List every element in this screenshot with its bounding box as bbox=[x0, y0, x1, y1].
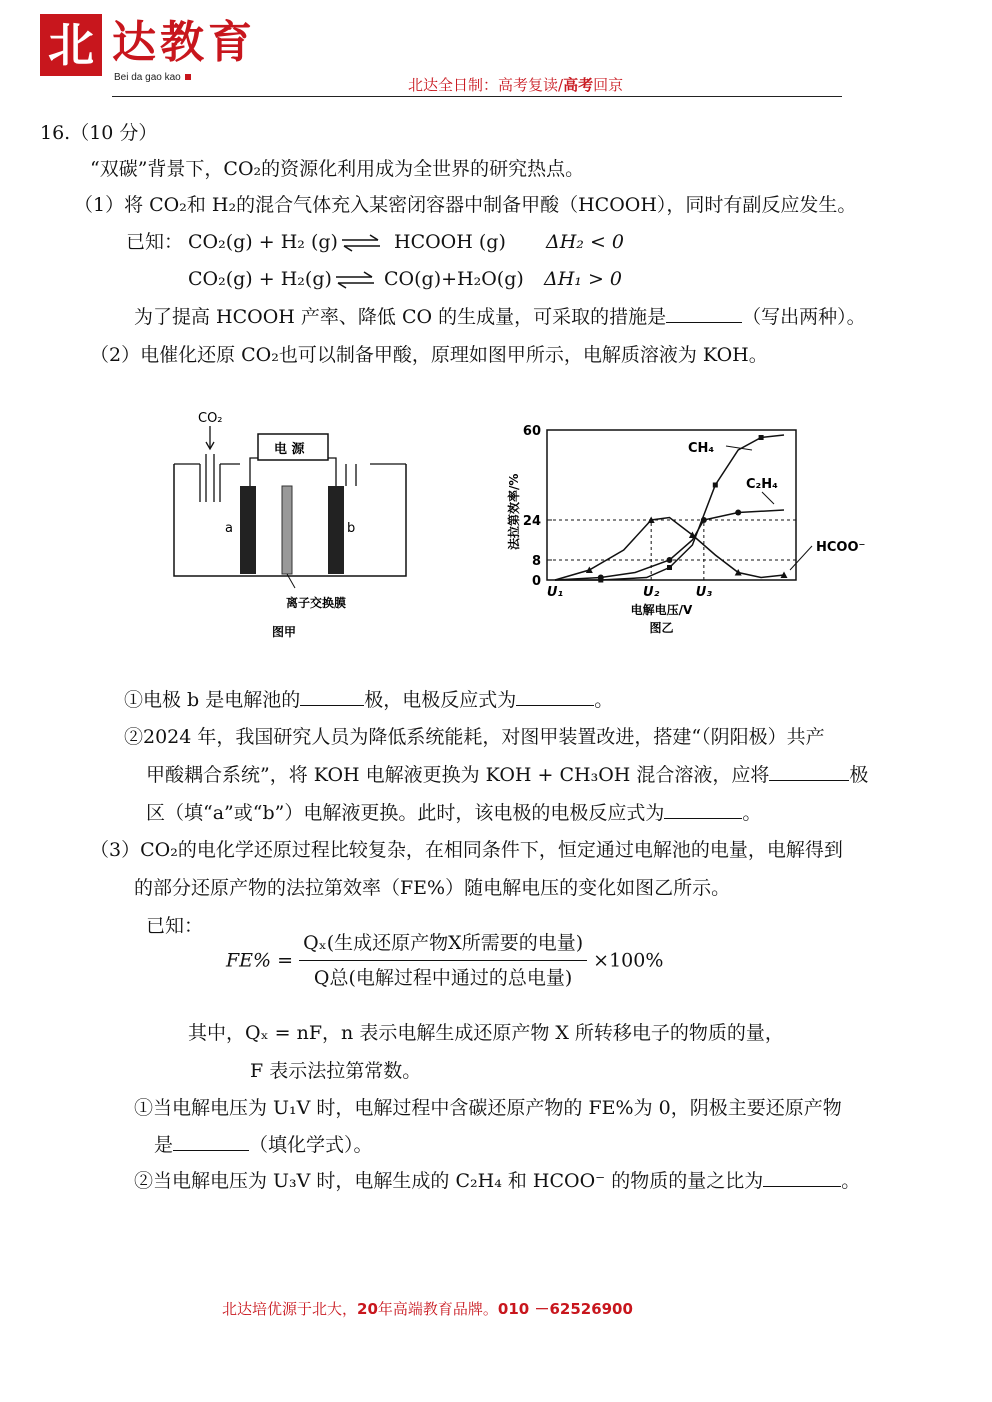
data-point bbox=[759, 435, 764, 440]
eq1-right: HCOOH (g) bbox=[394, 231, 506, 253]
leader-line bbox=[762, 492, 774, 504]
series-label: HCOO⁻ bbox=[816, 540, 866, 555]
figure-jia-caption: 图甲 bbox=[272, 625, 297, 639]
figure-jia bbox=[170, 402, 420, 642]
q2-1: ①电极 b 是电解池的 极，电极反应式为 。 bbox=[124, 689, 614, 711]
eq1-left: CO₂(g) + H₂ (g) bbox=[188, 231, 338, 253]
q3-2: ②当电解电压为 U₃V 时，电解生成的 C₂H₄ 和 HCOO⁻ 的物质的量之比为 。 bbox=[134, 1170, 861, 1192]
footer-text: 北达培优源于北大，20年高端教育品牌。010 －62526900 bbox=[222, 1300, 633, 1318]
eq1-enthalpy: ΔH₂ < 0 bbox=[546, 231, 624, 253]
y-tick-label: 60 bbox=[522, 424, 541, 439]
y-tick-label: 0 bbox=[531, 574, 541, 589]
electrode-a-label: a bbox=[225, 521, 233, 536]
answer-blank[interactable] bbox=[173, 1132, 249, 1151]
part1-question: 为了提高 HCOOH 产率、降低 CO 的生成量，可采取的措施是 （写出两种）。 bbox=[134, 306, 866, 328]
eq2-left: CO₂(g) + H₂(g) bbox=[188, 268, 332, 290]
part3-line2: 的部分还原产物的法拉第效率（FE%）随电解电压的变化如图乙所示。 bbox=[134, 877, 731, 899]
data-point bbox=[667, 557, 673, 563]
answer-blank[interactable] bbox=[664, 800, 742, 819]
answer-blank[interactable] bbox=[763, 1168, 841, 1187]
data-point bbox=[735, 510, 741, 516]
y-tick-label: 8 bbox=[531, 554, 541, 569]
question-intro: “双碳”背景下，CO₂的资源化利用成为全世界的研究热点。 bbox=[90, 158, 585, 180]
fe-formula: FE% = $\frac{\text{Qₓ(生成还原产物X所需要的电量)}}{\text{Q总(电解过程中通过的总电量)}}$ ×100% bbox=[226, 928, 663, 993]
eq2-right: CO(g)+H₂O(g) bbox=[384, 268, 524, 290]
series-label: CH₄ bbox=[688, 441, 715, 456]
figure-yi-chart bbox=[500, 420, 870, 650]
x-tick-label: U₁ bbox=[546, 585, 564, 600]
membrane-label: 离子交换膜 bbox=[286, 596, 347, 610]
answer-blank[interactable] bbox=[666, 304, 742, 323]
logo-mark: 北 bbox=[40, 14, 102, 76]
x-tick-label: U₃ bbox=[695, 585, 712, 600]
where-line2: F 表示法拉第常数。 bbox=[250, 1060, 422, 1082]
x-tick-label: U₂ bbox=[643, 585, 660, 600]
equilibrium-arrow-icon bbox=[334, 271, 376, 289]
q3-1-line2: 是 （填化学式）。 bbox=[154, 1134, 373, 1156]
y-tick-label: 24 bbox=[522, 514, 541, 529]
q2-2-line2: 甲酸耦合系统”，将 KOH 电解液更换为 KOH + CH₃OH 混合溶液，应将 极 bbox=[146, 764, 869, 786]
series-label: C₂H₄ bbox=[746, 477, 778, 492]
data-point bbox=[667, 565, 672, 570]
power-label: 电 源 bbox=[274, 442, 305, 457]
co2-label: CO₂ bbox=[198, 411, 223, 426]
ion-exchange-membrane bbox=[282, 486, 292, 574]
data-point bbox=[598, 575, 604, 581]
where-line1: 其中，Qₓ = nF，n 表示电解生成还原产物 X 所转移电子的物质的量， bbox=[188, 1022, 784, 1044]
data-point bbox=[713, 483, 718, 488]
answer-blank[interactable] bbox=[300, 687, 364, 706]
answer-blank[interactable] bbox=[516, 687, 594, 706]
part1-text: （1）将 CO₂和 H₂的混合气体充入某密闭容器中制备甲酸（HCOOH），同时有副反应发生。 bbox=[74, 194, 857, 216]
electrode-a bbox=[240, 486, 256, 574]
data-point bbox=[586, 567, 593, 574]
x-axis-label: 电解电压/V bbox=[630, 603, 693, 617]
header-divider bbox=[112, 96, 842, 97]
data-point bbox=[701, 517, 707, 523]
answer-blank[interactable] bbox=[769, 762, 849, 781]
logo-subtitle: Bei da gao kao bbox=[114, 72, 191, 83]
part2-text: （2）电催化还原 CO₂也可以制备甲酸，原理如图甲所示，电解质溶液为 KOH。 bbox=[90, 344, 768, 366]
part3-line1: （3）CO₂的电化学还原过程比较复杂，在相同条件下，恒定通过电解池的电量，电解得到 bbox=[90, 839, 843, 861]
q2-2-line1: ②2024 年，我国研究人员为降低系统能耗，对图甲装置改进，搭建“（阴阳极）共产 bbox=[124, 726, 825, 748]
logo-text: 达教育 bbox=[112, 17, 256, 68]
question-number: 16.（10 分） bbox=[40, 122, 158, 144]
chart-caption: 图乙 bbox=[649, 621, 674, 635]
header-slogan: 北达全日制：高考复读/高考回京 bbox=[408, 76, 624, 94]
leader-line bbox=[790, 546, 812, 570]
electrode-b-label: b bbox=[347, 521, 356, 536]
q2-2-line3: 区（填“a”或“b”）电解液更换。此时，该电极的电极反应式为 。 bbox=[146, 802, 762, 824]
electrode-b bbox=[328, 486, 344, 574]
q3-1-line1: ①当电解电压为 U₁V 时，电解过程中含碳还原产物的 FE%为 0，阴极主要还原产物 bbox=[134, 1097, 842, 1119]
y-axis-label: 法拉第效率/% bbox=[507, 473, 521, 550]
known-label: 已知： bbox=[126, 231, 184, 253]
eq2-enthalpy: ΔH₁ > 0 bbox=[544, 268, 622, 290]
equilibrium-arrow-icon bbox=[340, 234, 382, 252]
known2-label: 已知： bbox=[146, 915, 204, 937]
